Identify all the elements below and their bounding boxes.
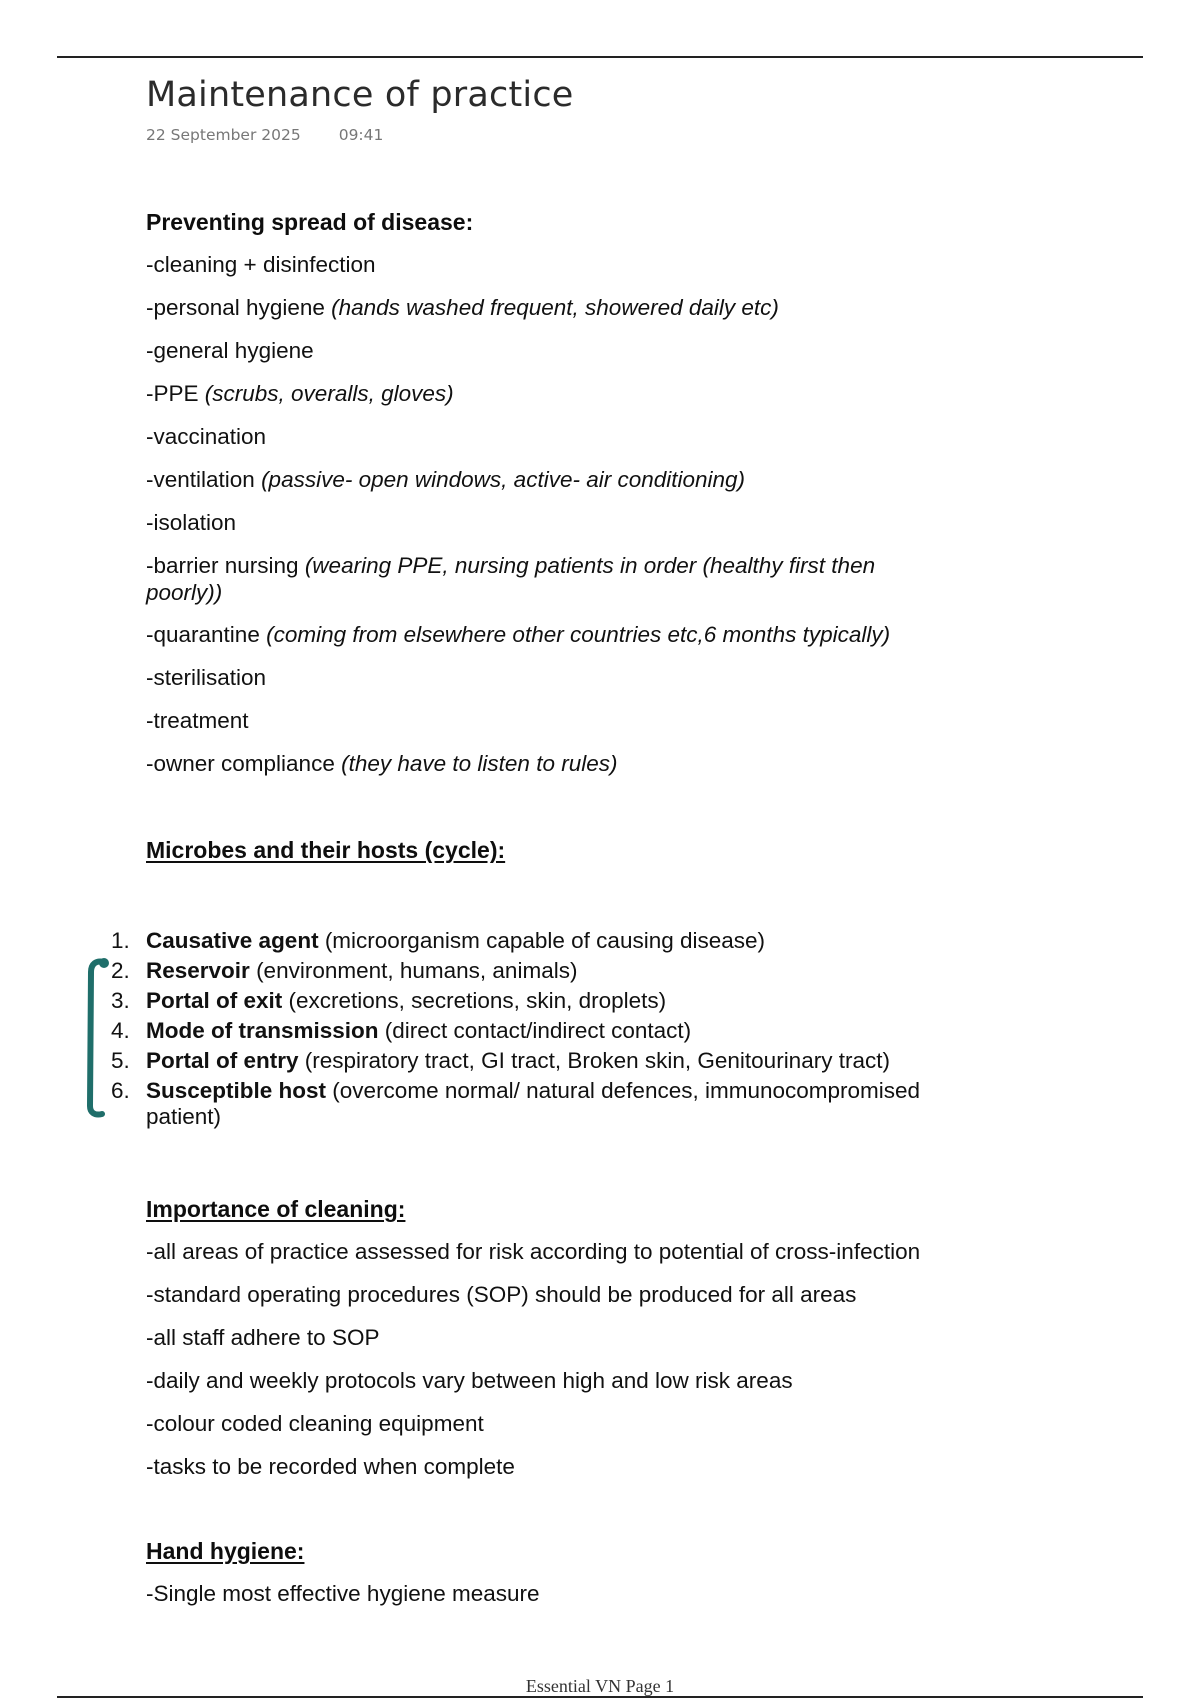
page-content bbox=[111, 72, 1046, 1608]
page-footer: Essential VN Page 1 bbox=[525, 1676, 675, 1696]
section-heading: Importance of cleaning: bbox=[146, 1196, 406, 1222]
list-item: -tasks to be recorded when complete bbox=[146, 1454, 515, 1479]
list-item: -all areas of practice assessed for risk according to potential of cross-infection bbox=[146, 1239, 921, 1264]
section-preventing-spread bbox=[146, 208, 1046, 778]
page-title: Maintenance of practice bbox=[146, 75, 574, 115]
list-item: -Single most effective hygiene measure bbox=[146, 1581, 540, 1606]
section-microbes-cycle bbox=[111, 836, 1046, 1130]
list-item: -treatment bbox=[146, 708, 249, 733]
list-item: -cleaning + disinfection bbox=[146, 252, 376, 277]
list-item: -owner compliance (they have to listen to rules) bbox=[146, 751, 618, 776]
top-divider bbox=[57, 56, 1143, 58]
cycle-item: 6. Susceptible host (overcome normal/ natural defences, immunocompromised patient) bbox=[111, 1078, 921, 1129]
section-heading: Preventing spread of disease: bbox=[146, 209, 474, 235]
list-item: -isolation bbox=[146, 510, 237, 535]
cycle-item: 1. Causative agent (microorganism capable of causing disease) bbox=[111, 928, 766, 953]
list-item: -colour coded cleaning equipment bbox=[146, 1411, 484, 1436]
list-item: -all staff adhere to SOP bbox=[146, 1325, 380, 1350]
list-item: -quarantine (coming from elsewhere other countries etc,6 months typically) bbox=[146, 622, 891, 647]
cycle-item: 4. Mode of transmission (direct contact/indirect contact) bbox=[111, 1018, 692, 1043]
list-item: -general hygiene bbox=[146, 338, 314, 363]
list-item: -vaccination bbox=[146, 424, 267, 449]
section-heading: Hand hygiene: bbox=[146, 1538, 305, 1564]
page-date: 22 September 2025 bbox=[146, 126, 301, 144]
cycle-item: 3. Portal of exit (excretions, secretions, skin, droplets) bbox=[111, 988, 667, 1013]
cycle-list bbox=[111, 928, 1046, 1130]
list-item: -PPE (scrubs, overalls, gloves) bbox=[146, 381, 454, 406]
list-item: -daily and weekly protocols vary between high and low risk areas bbox=[146, 1368, 793, 1393]
list-item: -ventilation (passive- open windows, active- air conditioning) bbox=[146, 467, 746, 492]
ink-bracket-annotation bbox=[84, 956, 112, 1120]
section-heading: Microbes and their hosts (cycle): bbox=[146, 837, 506, 863]
cycle-item: 5. Portal of entry (respiratory tract, GI tract, Broken skin, Genitourinary tract) bbox=[111, 1048, 890, 1073]
section-hand-hygiene bbox=[146, 1537, 1046, 1608]
list-item: -standard operating procedures (SOP) should be produced for all areas bbox=[146, 1282, 857, 1307]
list-item: -barrier nursing (wearing PPE, nursing patients in order (healthy first then poorly)) bbox=[146, 553, 876, 605]
list-item: -sterilisation bbox=[146, 665, 267, 690]
cycle-item: 2. Reservoir (environment, humans, animals) bbox=[111, 958, 578, 983]
page-meta bbox=[146, 126, 1046, 148]
page-time: 09:41 bbox=[338, 126, 384, 144]
section-importance-cleaning bbox=[146, 1195, 1046, 1481]
list-item: -personal hygiene (hands washed frequent, showered daily etc) bbox=[146, 295, 779, 320]
